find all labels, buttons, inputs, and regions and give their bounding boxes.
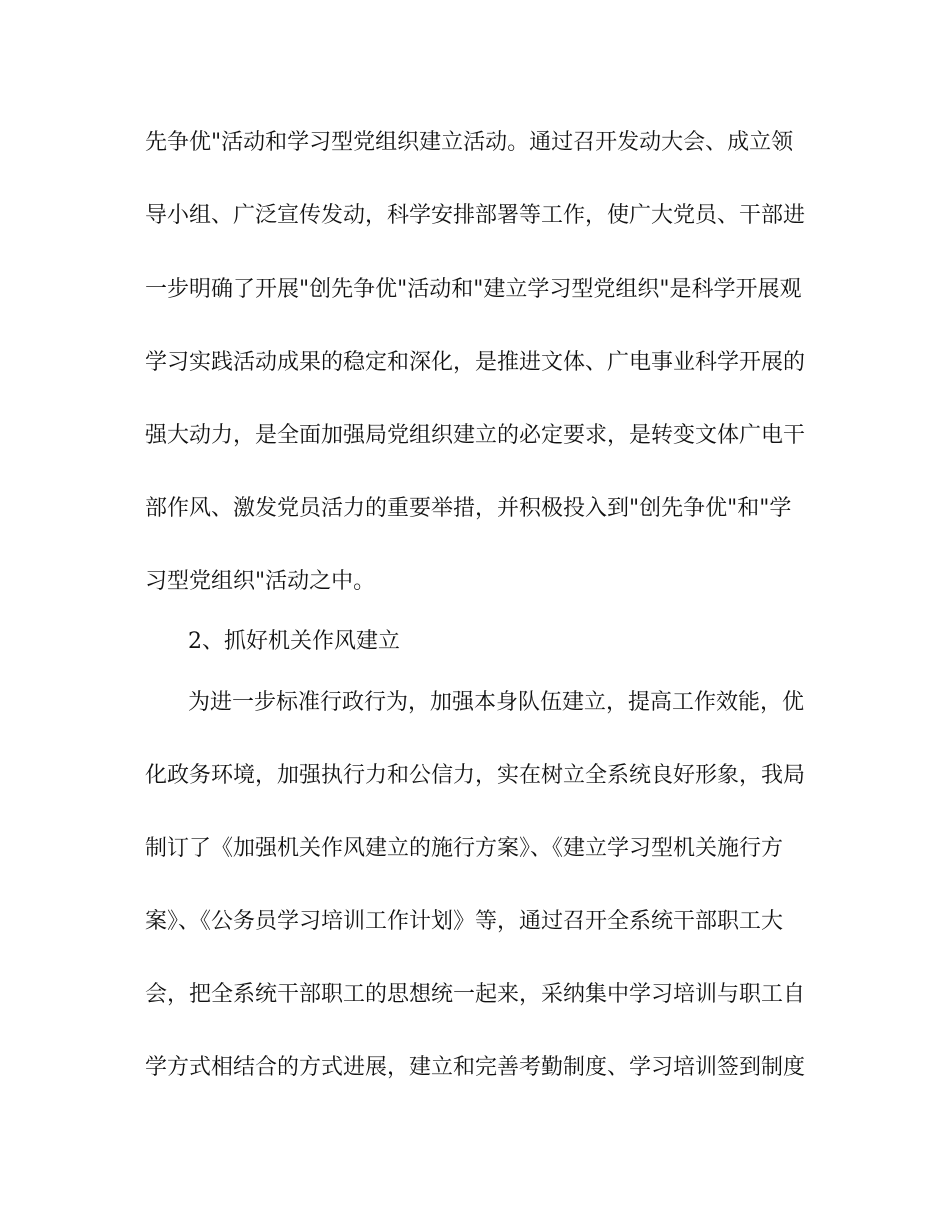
paragraph-line: 部作风、激发党员活力的重要举措，并积极投入到"创先争优"和"学 [145,496,792,521]
paragraph-line: 化政务环境，加强执行力和公信力，实在树立全系统良好形象，我局 [145,763,806,788]
paragraph-line: 一步明确了开展"创先争优"活动和"建立学习型党组织"是科学开展观 [145,277,802,302]
paragraph-line: 学习实践活动成果的稳定和深化，是推进文体、广电事业科学开展的 [145,350,806,375]
paragraph-line: 学方式相结合的方式进展，建立和完善考勤制度、学习培训签到制度 [145,1055,806,1080]
paragraph-line: 制订了《加强机关作风建立的施行方案》、《建立学习型机关施行方 [145,836,784,861]
paragraph-line: 强大动力，是全面加强局党组织建立的必定要求，是转变文体广电干 [145,423,806,448]
section-heading: 2、抓好机关作风建立 [188,629,400,654]
paragraph-line: 导小组、广泛宣传发动，科学安排部署等工作，使广大党员、干部进 [145,203,806,228]
paragraph-line: 先争优"活动和学习型党组织建立活动。通过召开发动大会、成立领 [145,130,794,155]
paragraph-line: 会，把全系统干部职工的思想统一起来，采纳集中学习培训与职工自 [145,982,806,1007]
paragraph-line: 习型党组织"活动之中。 [145,569,376,594]
paragraph-line: 为进一步标准行政行为，加强本身队伍建立，提高工作效能，优 [188,690,805,715]
paragraph-line: 案》、《公务员学习培训工作计划》等，通过召开全系统干部职工大 [145,909,784,934]
